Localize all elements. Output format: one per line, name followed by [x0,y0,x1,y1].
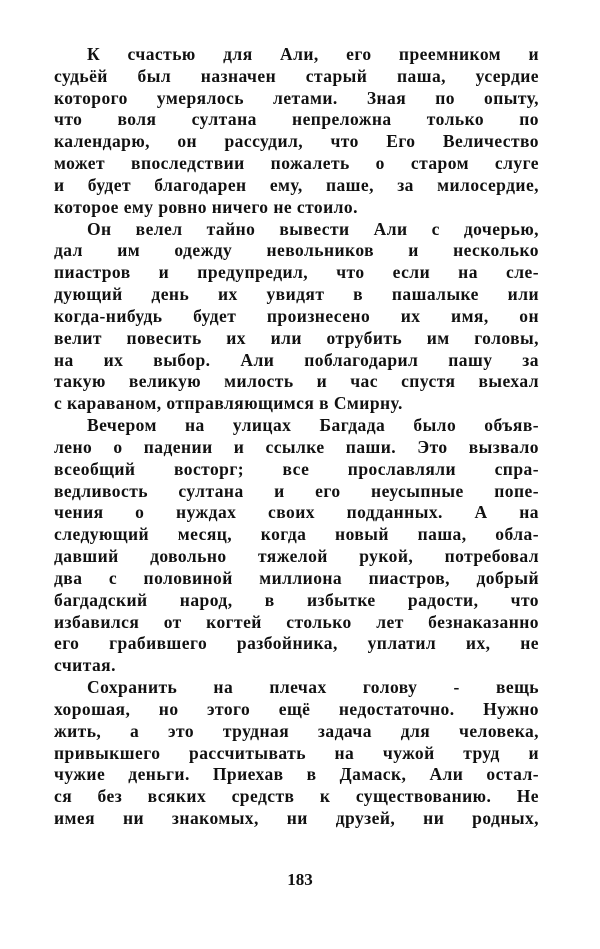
text-line: К счастью для Али, его преемником и [87,44,539,64]
text-line: давший довольно тяжелой рукой, потребовал [54,546,539,567]
text-line: ведливость султана и его неусыпные попе- [54,480,539,501]
text-line: жить, а это трудная задача для человека, [54,720,539,741]
text-line: судьёй был назначен старый паша, усердие [54,65,539,86]
text-line: избавился от когтей столько лет безнаказанно [54,611,539,632]
text-line: хорошая, но этого ещё недостаточно. Нужно [54,698,539,719]
paragraph-3 [54,415,539,677]
text-line: Он велел тайно вывести Али с дочерью, [87,218,539,239]
text-line: и будет благодарен ему, паше, за милосердие, [54,174,539,195]
text-line: календарю, он рассудил, что Его Величество [54,131,539,152]
text-line: Сохранить на плечах голову - вещь [87,677,539,698]
text-line: багдадский народ, в избытке радости, что [54,589,539,610]
text-line: привыкшего рассчитывать на чужой труд и [54,742,539,763]
text-line: его грабившего разбойника, уплатил их, не [54,633,539,654]
text-line: ся без всяких средств к существованию. Не [54,786,539,807]
text-line: дал им одежду невольников и несколько [54,240,539,261]
text-line: которое ему ровно ничего не стоило. [54,196,358,217]
text-line: два с половиной миллиона пиастров, добрый [54,567,539,588]
text-line: когда-нибудь будет произнесено их имя, он [54,305,539,326]
text-line: которого умерялось летами. Зная по опыту, [54,87,539,108]
text-line: велит повесить их или отрубить им головы, [54,327,539,348]
text-line: имея ни знакомых, ни друзей, ни родных, [54,807,539,828]
text-line: считая. [54,655,116,676]
text-line: пиастров и предупредил, что если на сле- [54,262,539,283]
text-line: может впоследствии пожалеть о старом слуге [54,153,539,174]
page-body [54,44,539,830]
text-line: чужие деньги. Приехав в Дамаск, Али остал- [54,764,539,785]
paragraph-4 [54,677,539,830]
text-line: такую великую милость и час спустя выехал [54,371,539,392]
text-line: Вечером на улицах Багдада было объяв- [87,415,539,436]
text-line: лено о падении и ссылке паши. Это вызвало [54,436,539,457]
text-line: на их выбор. Али поблагодарил пашу за [54,349,539,370]
paragraph-2 [54,219,539,415]
text-line: с караваном, отправляющимся в Смирну. [54,393,403,414]
text-line: дующий день их увидят в пашалыке или [54,284,539,305]
text-line: следующий месяц, когда новый паша, обла- [54,524,539,545]
text-line: всеобщий восторг; все прославляли спра- [54,458,539,479]
page-number: 183 [287,870,313,889]
text-line: чения о нуждах своих подданных. А на [54,502,539,523]
text-line: что воля султана непреложна только по [54,109,539,130]
paragraph-1 [54,44,539,219]
